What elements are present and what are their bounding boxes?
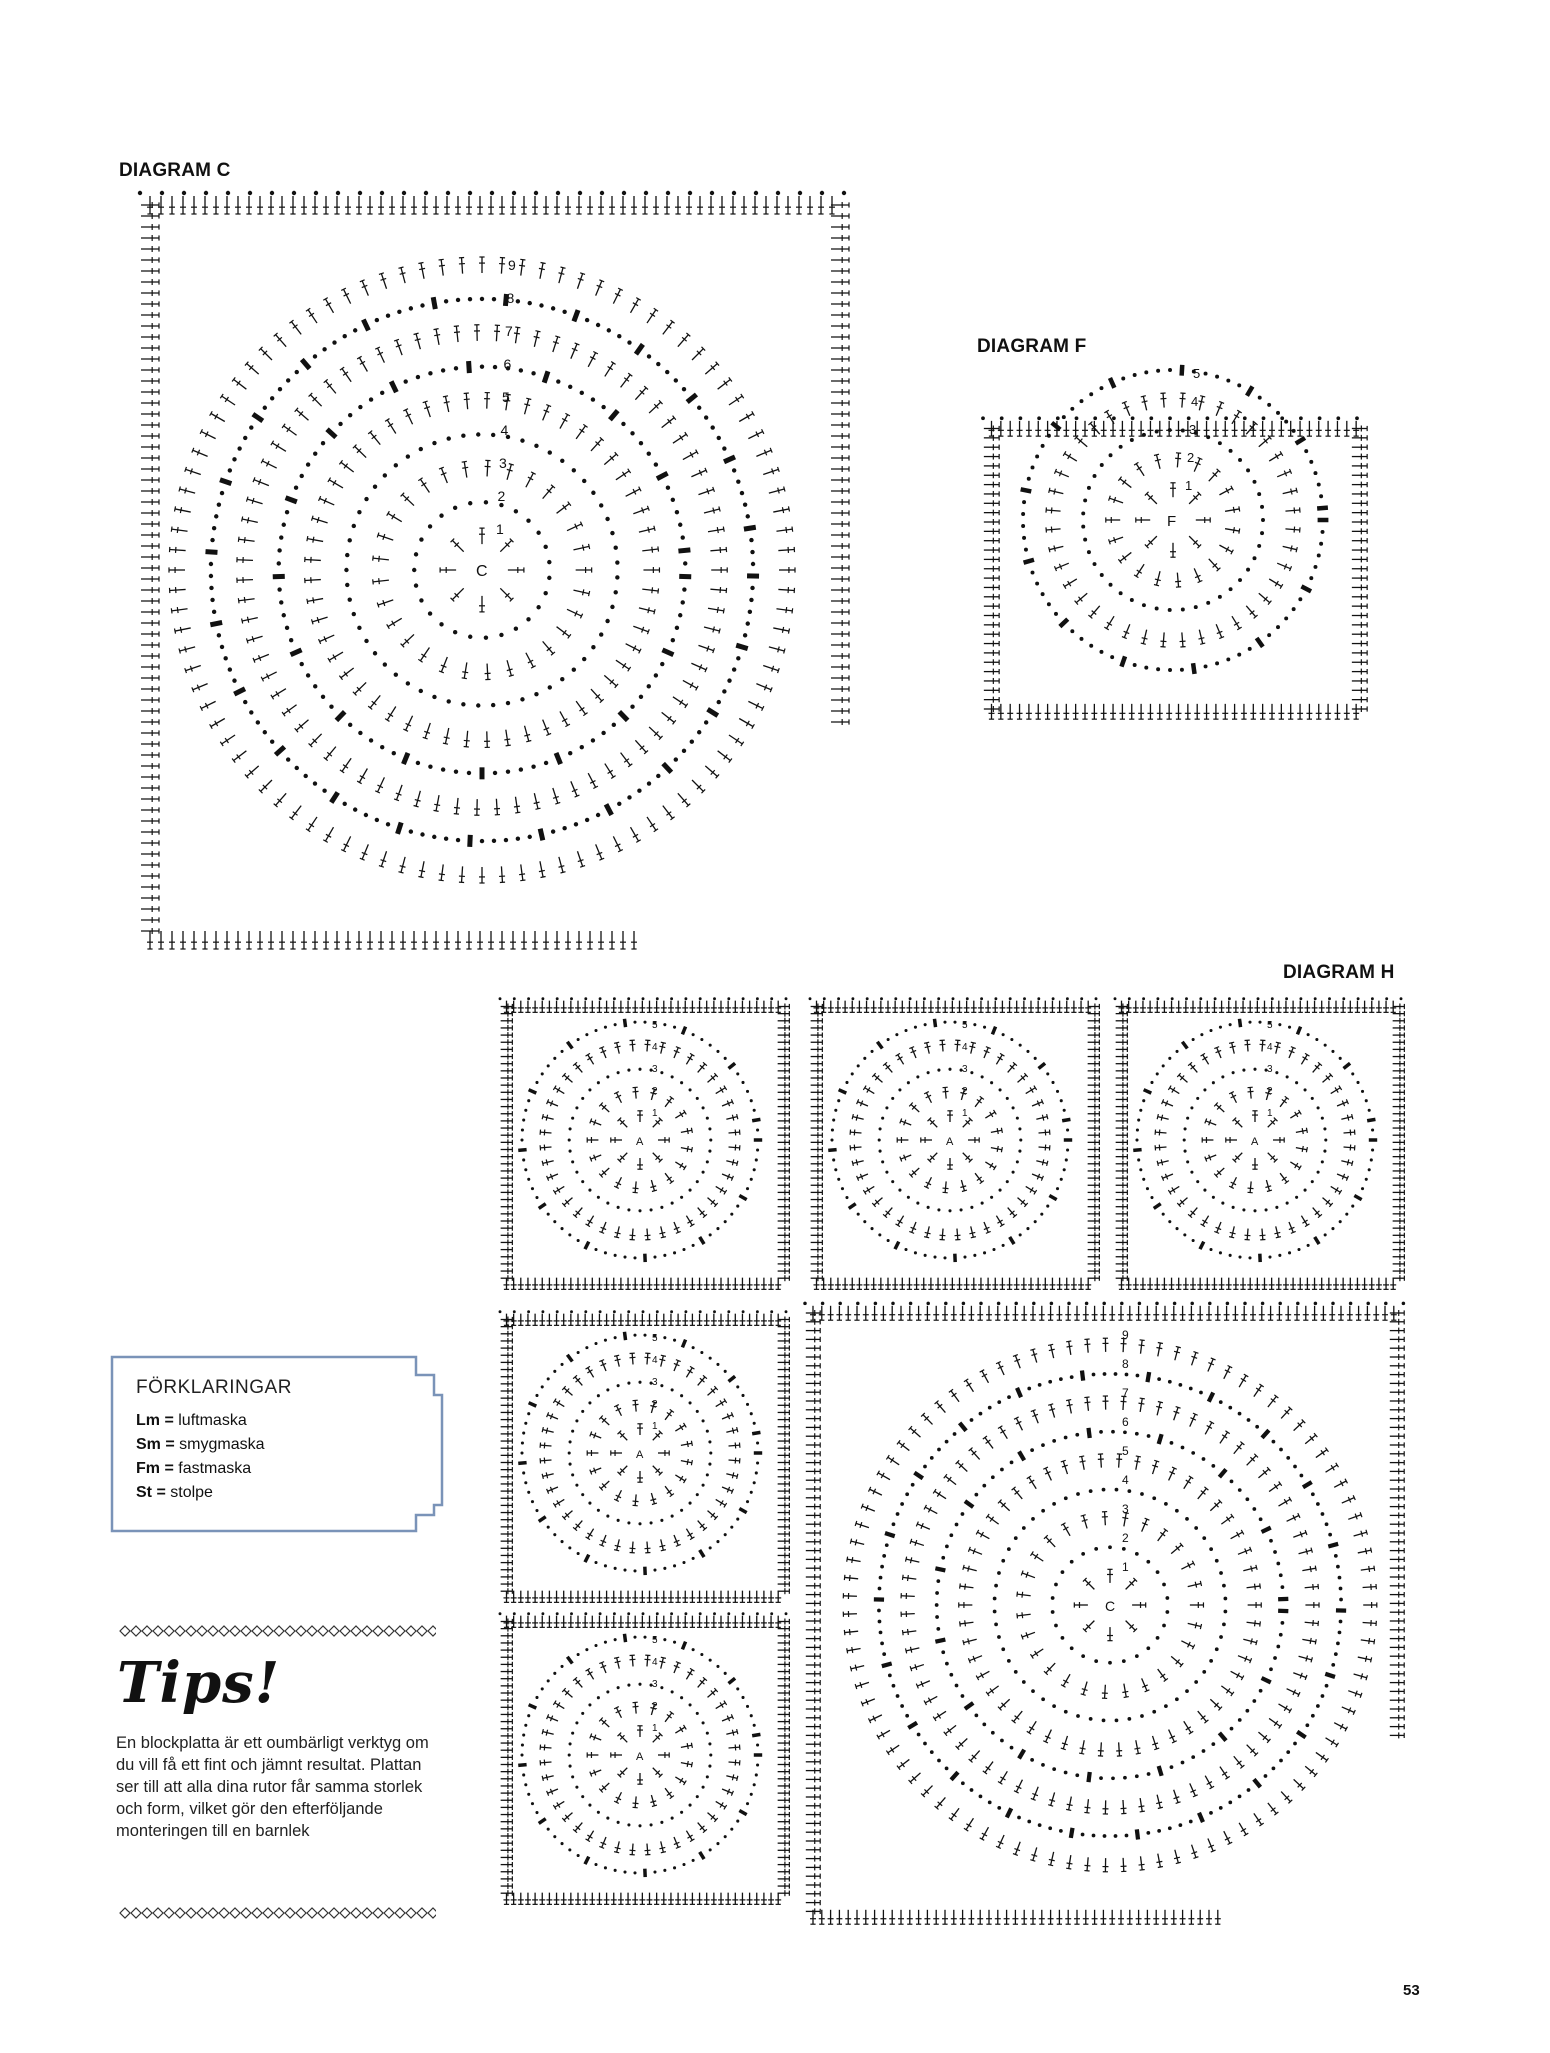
tips-diamond (208, 1908, 218, 1918)
legend-abbr: Sm = (136, 1436, 175, 1453)
legend-text: fastmaska (178, 1460, 252, 1477)
diagram-c-round-label: 8 (506, 290, 515, 306)
tips-diamond (252, 1908, 262, 1918)
tips-diamond (263, 1908, 273, 1918)
tips-diamond (208, 1626, 218, 1636)
diagram-c-center-label: C (476, 563, 488, 580)
tips-diamond (131, 1908, 141, 1918)
tips-diamond (329, 1626, 339, 1636)
diagram-h-small-round-label: 1 (1267, 1108, 1273, 1119)
diagram-h-small-round-label: 3 (652, 1679, 658, 1690)
diagram-h-small-round-label: 2 (652, 1701, 658, 1712)
tips-diamond (384, 1626, 394, 1636)
tips-diamond (285, 1626, 295, 1636)
diagram-h-small-center-label: A (636, 1136, 644, 1148)
tips-diamond (417, 1908, 427, 1918)
diagram-c-round-label: 4 (500, 422, 509, 438)
tips-top-border (116, 1624, 436, 1638)
diagram-h-small-round-label: 2 (1267, 1086, 1273, 1097)
tips-diamond (219, 1626, 229, 1636)
diagram-h-chart (495, 995, 1415, 1935)
diagram-h-small-round-label: 4 (962, 1042, 968, 1053)
legend-item (136, 1409, 265, 1433)
tips-diamond (131, 1626, 141, 1636)
diagram-h-small-round-label: 1 (652, 1108, 658, 1119)
diagram-h-small-round-label: 5 (1267, 1020, 1273, 1031)
diagram-h-small-round-label: 2 (962, 1086, 968, 1097)
tips-diamond (120, 1908, 130, 1918)
diagram-c-round-label: 3 (499, 455, 507, 471)
tips-diamond (230, 1626, 240, 1636)
diagram-h-small-round-label: 4 (652, 1042, 658, 1053)
diagram-h-block-border (809, 997, 1100, 1289)
diagram-c-title: DIAGRAM C (119, 160, 231, 181)
diagram-h-small-round-label: 4 (652, 1355, 658, 1366)
diagram-h-block-border (1114, 997, 1405, 1289)
diagram-c-border (138, 191, 849, 949)
tips-diamond (406, 1626, 416, 1636)
diagram-h-small-round-label: 3 (652, 1377, 658, 1388)
diagram-h-large-round-label: 8 (1122, 1357, 1129, 1371)
tips-diamond (263, 1626, 273, 1636)
diagram-c-round-label: 5 (502, 389, 510, 405)
diagram-h-block-border (499, 997, 790, 1289)
diagram-h-small-center-label: A (1251, 1136, 1259, 1148)
tips-diamond (175, 1626, 185, 1636)
diagram-h-block-border (499, 1310, 790, 1602)
tips-diamond (373, 1626, 383, 1636)
diagram-f-round-label: 5 (1193, 366, 1201, 381)
diagram-h-large-center-label: C (1105, 1598, 1116, 1614)
legend-title: FÖRKLARINGAR (136, 1377, 292, 1398)
tips-diamond (197, 1908, 207, 1918)
tips-diamond (395, 1908, 405, 1918)
legend-abbr: St = (136, 1484, 166, 1501)
diagram-h-large-round-label: 4 (1122, 1473, 1129, 1487)
legend-list (136, 1409, 265, 1505)
tips-diamond (395, 1626, 405, 1636)
diagram-h-large-round-label: 6 (1122, 1415, 1129, 1429)
diagram-h-large-round-label: 1 (1122, 1560, 1129, 1574)
tips-diamond (197, 1626, 207, 1636)
diagram-h-small-round-label: 1 (962, 1108, 968, 1119)
legend-text: smygmaska (179, 1436, 265, 1453)
tips-diamond (274, 1908, 284, 1918)
diagram-h-small-round-label: 5 (962, 1020, 968, 1031)
diagram-f-center-label: F (1167, 513, 1177, 530)
legend-item (136, 1433, 265, 1457)
tips-diamond (241, 1626, 251, 1636)
legend-item (136, 1457, 265, 1481)
tips-diamond (428, 1908, 436, 1918)
diagram-h-small-round-label: 3 (652, 1064, 658, 1075)
diagram-f-round-label: 1 (1185, 478, 1193, 493)
tips-diamond (318, 1626, 328, 1636)
diagram-c-round-label: 9 (508, 257, 516, 273)
tips-diamond (417, 1626, 427, 1636)
tips-diamond (142, 1626, 152, 1636)
tips-diamond (329, 1908, 339, 1918)
legend-text: stolpe (170, 1484, 213, 1501)
diagram-h-large-round-label: 3 (1122, 1502, 1129, 1516)
diagram-h-small-round-label: 1 (652, 1421, 658, 1432)
diagram-f-chart (975, 360, 1375, 735)
diagram-h-small-center-label: A (946, 1136, 954, 1148)
tips-diamond (296, 1626, 306, 1636)
legend-text: luftmaska (178, 1412, 247, 1429)
diagram-f-title: DIAGRAM F (977, 336, 1087, 357)
diagram-h-small-round-label: 4 (652, 1657, 658, 1668)
diagram-h-small-round-label: 5 (652, 1333, 658, 1344)
page-number: 53 (1403, 1982, 1420, 1999)
tips-diamond (153, 1908, 163, 1918)
diagram-c-round-label: 6 (503, 356, 512, 372)
tips-diamond (164, 1908, 174, 1918)
diagram-h-small-round-label: 2 (652, 1399, 658, 1410)
tips-diamond (340, 1908, 350, 1918)
tips-diamond (274, 1626, 284, 1636)
diagram-h-small-round-label: 3 (1267, 1064, 1273, 1075)
diagram-c-round-label: 1 (496, 521, 504, 537)
tips-diamond (186, 1626, 196, 1636)
tips-diamond (230, 1908, 240, 1918)
diagram-c-chart (130, 185, 860, 960)
diagram-f-round-label: 2 (1187, 450, 1195, 465)
tips-diamond (285, 1908, 295, 1918)
diagram-h-small-round-label: 5 (652, 1020, 658, 1031)
diagram-h-large-round-label: 7 (1122, 1386, 1129, 1400)
tips-diamond (351, 1626, 361, 1636)
tips-diamond (186, 1908, 196, 1918)
diagram-f-border (981, 416, 1367, 719)
tips-diamond (296, 1908, 306, 1918)
diagram-f-round-label: 4 (1191, 394, 1199, 409)
tips-text: En blockplatta är ett oumbärligt verktyg om du vill få ett fint och jämnt resultat. Plattan ser till att alla dina rutor får samma storlek och form, vilket gör den efterföljande monteringen till en barnlek (116, 1734, 429, 1840)
diagram-h-title: DIAGRAM H (1283, 962, 1395, 983)
diagram-c-round-label: 2 (497, 488, 506, 504)
diagram-h-large-round-label: 5 (1122, 1444, 1129, 1458)
diagram-h-small-round-label: 1 (652, 1723, 658, 1734)
tips-heading: Tips! (117, 1650, 281, 1716)
tips-bottom-border (116, 1906, 436, 1920)
tips-diamond (362, 1908, 372, 1918)
tips-diamond (241, 1908, 251, 1918)
tips-diamond (340, 1626, 350, 1636)
diagram-h-small-round-label: 2 (652, 1086, 658, 1097)
diagram-h-small-round-label: 5 (652, 1635, 658, 1646)
diagram-f-round-label: 3 (1189, 422, 1197, 437)
tips-diamond (164, 1626, 174, 1636)
legend-abbr: Lm = (136, 1412, 174, 1429)
tips-diamond (428, 1626, 436, 1636)
tips-diamond (351, 1908, 361, 1918)
tips-diamond (219, 1908, 229, 1918)
diagram-h-small-round-label: 3 (962, 1064, 968, 1075)
diagram-h-small-center-label: A (636, 1751, 644, 1763)
tips-diamond (307, 1626, 317, 1636)
tips-diamond (142, 1908, 152, 1918)
legend-abbr: Fm = (136, 1460, 174, 1477)
tips-diamond (307, 1908, 317, 1918)
tips-diamond (373, 1908, 383, 1918)
diagram-h-block-border (499, 1612, 790, 1904)
tips-diamond (252, 1626, 262, 1636)
diagram-c-round-label: 7 (505, 323, 513, 339)
tips-diamond (384, 1908, 394, 1918)
diagram-h-large-round-label: 2 (1122, 1531, 1129, 1545)
tips-diamond (406, 1908, 416, 1918)
tips-diamond (175, 1908, 185, 1918)
diagram-h-small-round-label: 4 (1267, 1042, 1273, 1053)
diagram-h-large-round-label: 9 (1122, 1328, 1129, 1342)
legend-item (136, 1481, 265, 1505)
tips-diamond (120, 1626, 130, 1636)
tips-diamond (362, 1626, 372, 1636)
diagram-h-small-center-label: A (636, 1449, 644, 1461)
legend-box (110, 1355, 445, 1535)
tips-diamond (318, 1908, 328, 1918)
tips-diamond (153, 1626, 163, 1636)
